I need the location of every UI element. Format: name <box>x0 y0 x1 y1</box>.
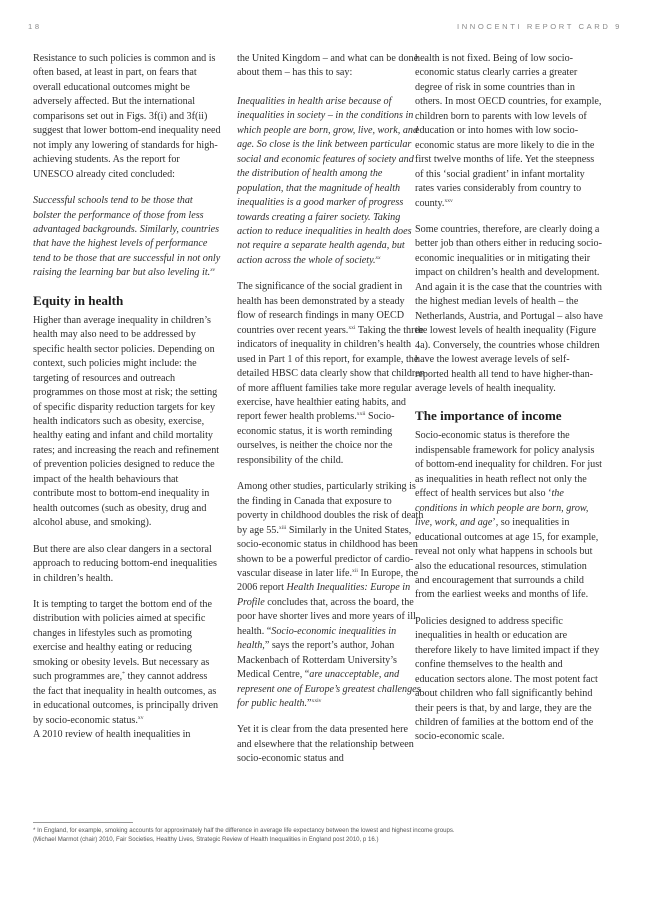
paragraph: the United Kingdom – and what can be done about them – has this to say: <box>237 53 419 79</box>
page-header <box>28 22 622 34</box>
reference-mark: xxiv <box>311 698 322 705</box>
footnote-mark: * <box>122 671 125 678</box>
column-3 <box>415 52 603 757</box>
page-number: 18 <box>28 22 42 31</box>
section-heading-importance-of-income: The importance of income <box>415 408 562 424</box>
footnote-line: * In England, for example, smoking accounts for approximately half the difference in average life expectancy between the lowest and highest income groups. <box>33 827 455 834</box>
paragraph: Some countries, therefore, are clearly doing a better job than others either in reducing socio-economic inequalities or in mitigating their impact on children’s health and development. And again it is the case that the countries with the highest median levels of health – the Netherlands, Austria, and Portugal – also have the lowest levels of health inequality (Figure 4a). Conversely, the countries whose children have the lowest average levels of self-reported health all tend to have higher-than-average levels of health inequality. <box>415 223 603 394</box>
paragraph: Yet it is clear from the data presented here and elsewhere that the relationship between socio-economic status and <box>237 724 414 765</box>
paragraph: Higher than average inequality in children’s health may also need to be addressed by specific health sector policies. Depending on context, such policies might include: the targeting of resources and outreach programmes on those most at risk; the setting of specific disparity reduction targets for key health indicators such as obesity, exercise, healthy eating and infant and child mortality rates; and increasing the reach and refinement of prevention policies designed to reduce the impact of the health behaviours that contribute most to bottom-end inequality in health outcomes (such as obesity, drug and alcohol abuse, and smoking). <box>33 314 220 529</box>
column-2 <box>237 52 425 779</box>
footnote <box>33 827 610 844</box>
reference-mark: xxv <box>444 197 453 204</box>
paragraph: Policies designed to address specific inequalities in health or education are therefore likely to have limited impact if they confine themselves to the health and education sectors alone. The most potent fact about children who fall significantly behind their peers is that, by and large, they are the children of families at the bottom end of the socio-economic scale. <box>415 615 600 743</box>
report-title: Health Inequalities: Europe in Profile <box>237 582 411 608</box>
reference-mark: xv <box>210 267 216 274</box>
footnote-line: (Michael Marmot (chair) 2010, Fair Societies, Healthy Lives, Strategic Review of Health Inequalities in England post 2010, p 16.) <box>33 835 379 843</box>
reference-mark: xiii <box>278 524 287 531</box>
reference-mark: xii <box>351 567 358 574</box>
reference-mark: xxii <box>356 411 366 418</box>
column-1 <box>33 52 221 754</box>
reference-mark: xv <box>137 714 144 721</box>
paragraph: It is tempting to target the bottom end of the distribution with policies aimed at specific changes in lifestyles such as promoting exercise and healthy eating or reducing smoking or obesity levels. But necessary as such programmes are,* they cannot address the fact that inequality in health outcomes, as in educational outcomes, is principally driven by socio-economic status.$^{xv}$ <box>33 598 219 726</box>
section-heading-equity-in-health: Equity in health <box>33 292 124 308</box>
quotation: Inequalities in health arise because of inequalities in society – in the conditions in which people are born, grow, live, work, and age. So close is the link between particular social and economic features of society and the distribution of health among the population, that the magnitude of health inequalities is a good marker of progress towards creating a fairer society. Taking action to reduce inequalities in health does not require a separate health agenda, but action across the whole of society.$^{xx}$ <box>237 95 419 266</box>
footnote-divider <box>33 822 133 823</box>
paragraph: But there are also clear dangers in a sectoral approach to reducing bottom-end inequalities in children’s health. <box>33 543 217 584</box>
paragraph: Among other studies, particularly striking is the finding in Canada that exposure to poverty in childhood doubles the risk of death by age 55.$^{xiii}$ Similarly in the United States, socio-economic status in childhood has been shown to be a powerful predictor of cardio-vascular disease in later life.$^{xii}$ In Europe, the 2006 report Health Inequalities: Europe in Profile concludes that, across the board, the poor have shorter lives and more years of ill health. “Socio-economic inequalities in health,” says the report’s author, Johan Mackenbach of Rotterdam University’s Medical Centre, “are unacceptable, and represent one of Europe’s greatest challenges for public health.”$^{xxiv}$ <box>237 481 424 710</box>
running-title: INNOCENTI REPORT CARD 9 <box>456 22 622 31</box>
reference-mark: xx <box>375 254 381 261</box>
paragraph: Socio-economic status is therefore the indispensable framework for policy analysis of bottom-end inequality for children. For just as inequalities in heath reflect not only the effect of health services but also ‘the conditions in which people are born, grow, live, work, and age’, so inequalities in educational outcomes at age 15, for example, reveal not only what happens in schools but also the educational resources, stimulation and encouragement that surrounds a child from the earliest weeks and months of life. <box>415 430 602 601</box>
paragraph: Resistance to such policies is common and is often based, at least in part, on fears that overall educational outcomes might be adversely affected. But the international comparisons set out in Figs. 3f(i) and 3f(ii) suggest that lower bottom-end inequality need not imply any lowering of standards for high-achieving students. As the report for UNESCO already cited concluded: <box>33 53 221 180</box>
paragraph: health is not fixed. Being of low socio-economic status clearly carries a greater degree of risk in some countries than in others. In most OECD countries, for example, children born to parents with low levels of education or into homes with low socio-economic status are more likely to die in the first twelve months of life. Yet the steepness of this ‘social gradient’ in infant mortality rates varies considerably from country to county.$^{xxv}$ <box>415 53 602 209</box>
reference-mark: xxi <box>348 324 356 331</box>
quotation: Successful schools tend to be those that bolster the performance of those from less advantaged backgrounds. Similarly, countries that have the highest levels of performance tend to be those that are successful in not only raising the learning bar but also leveling it.$^{xv}$ <box>33 195 221 279</box>
paragraph: The significance of the social gradient in health has been demonstrated by a steady flow of research findings in many OECD countries over recent years.$^{xxi}$ Taking the three indicators of inequality in children’s health used in Part 1 of this report, for example, the detailed HBSC data clearly show that children of more affluent families take more regular exercise, have healthier eating habits, and report fewer health problems.$^{xxii}$ Socio-economic status, it is worth reminding ourselves, is neither the choice nor the responsibility of the child. <box>237 281 425 466</box>
paragraph: A 2010 review of health inequalities in <box>33 729 191 741</box>
